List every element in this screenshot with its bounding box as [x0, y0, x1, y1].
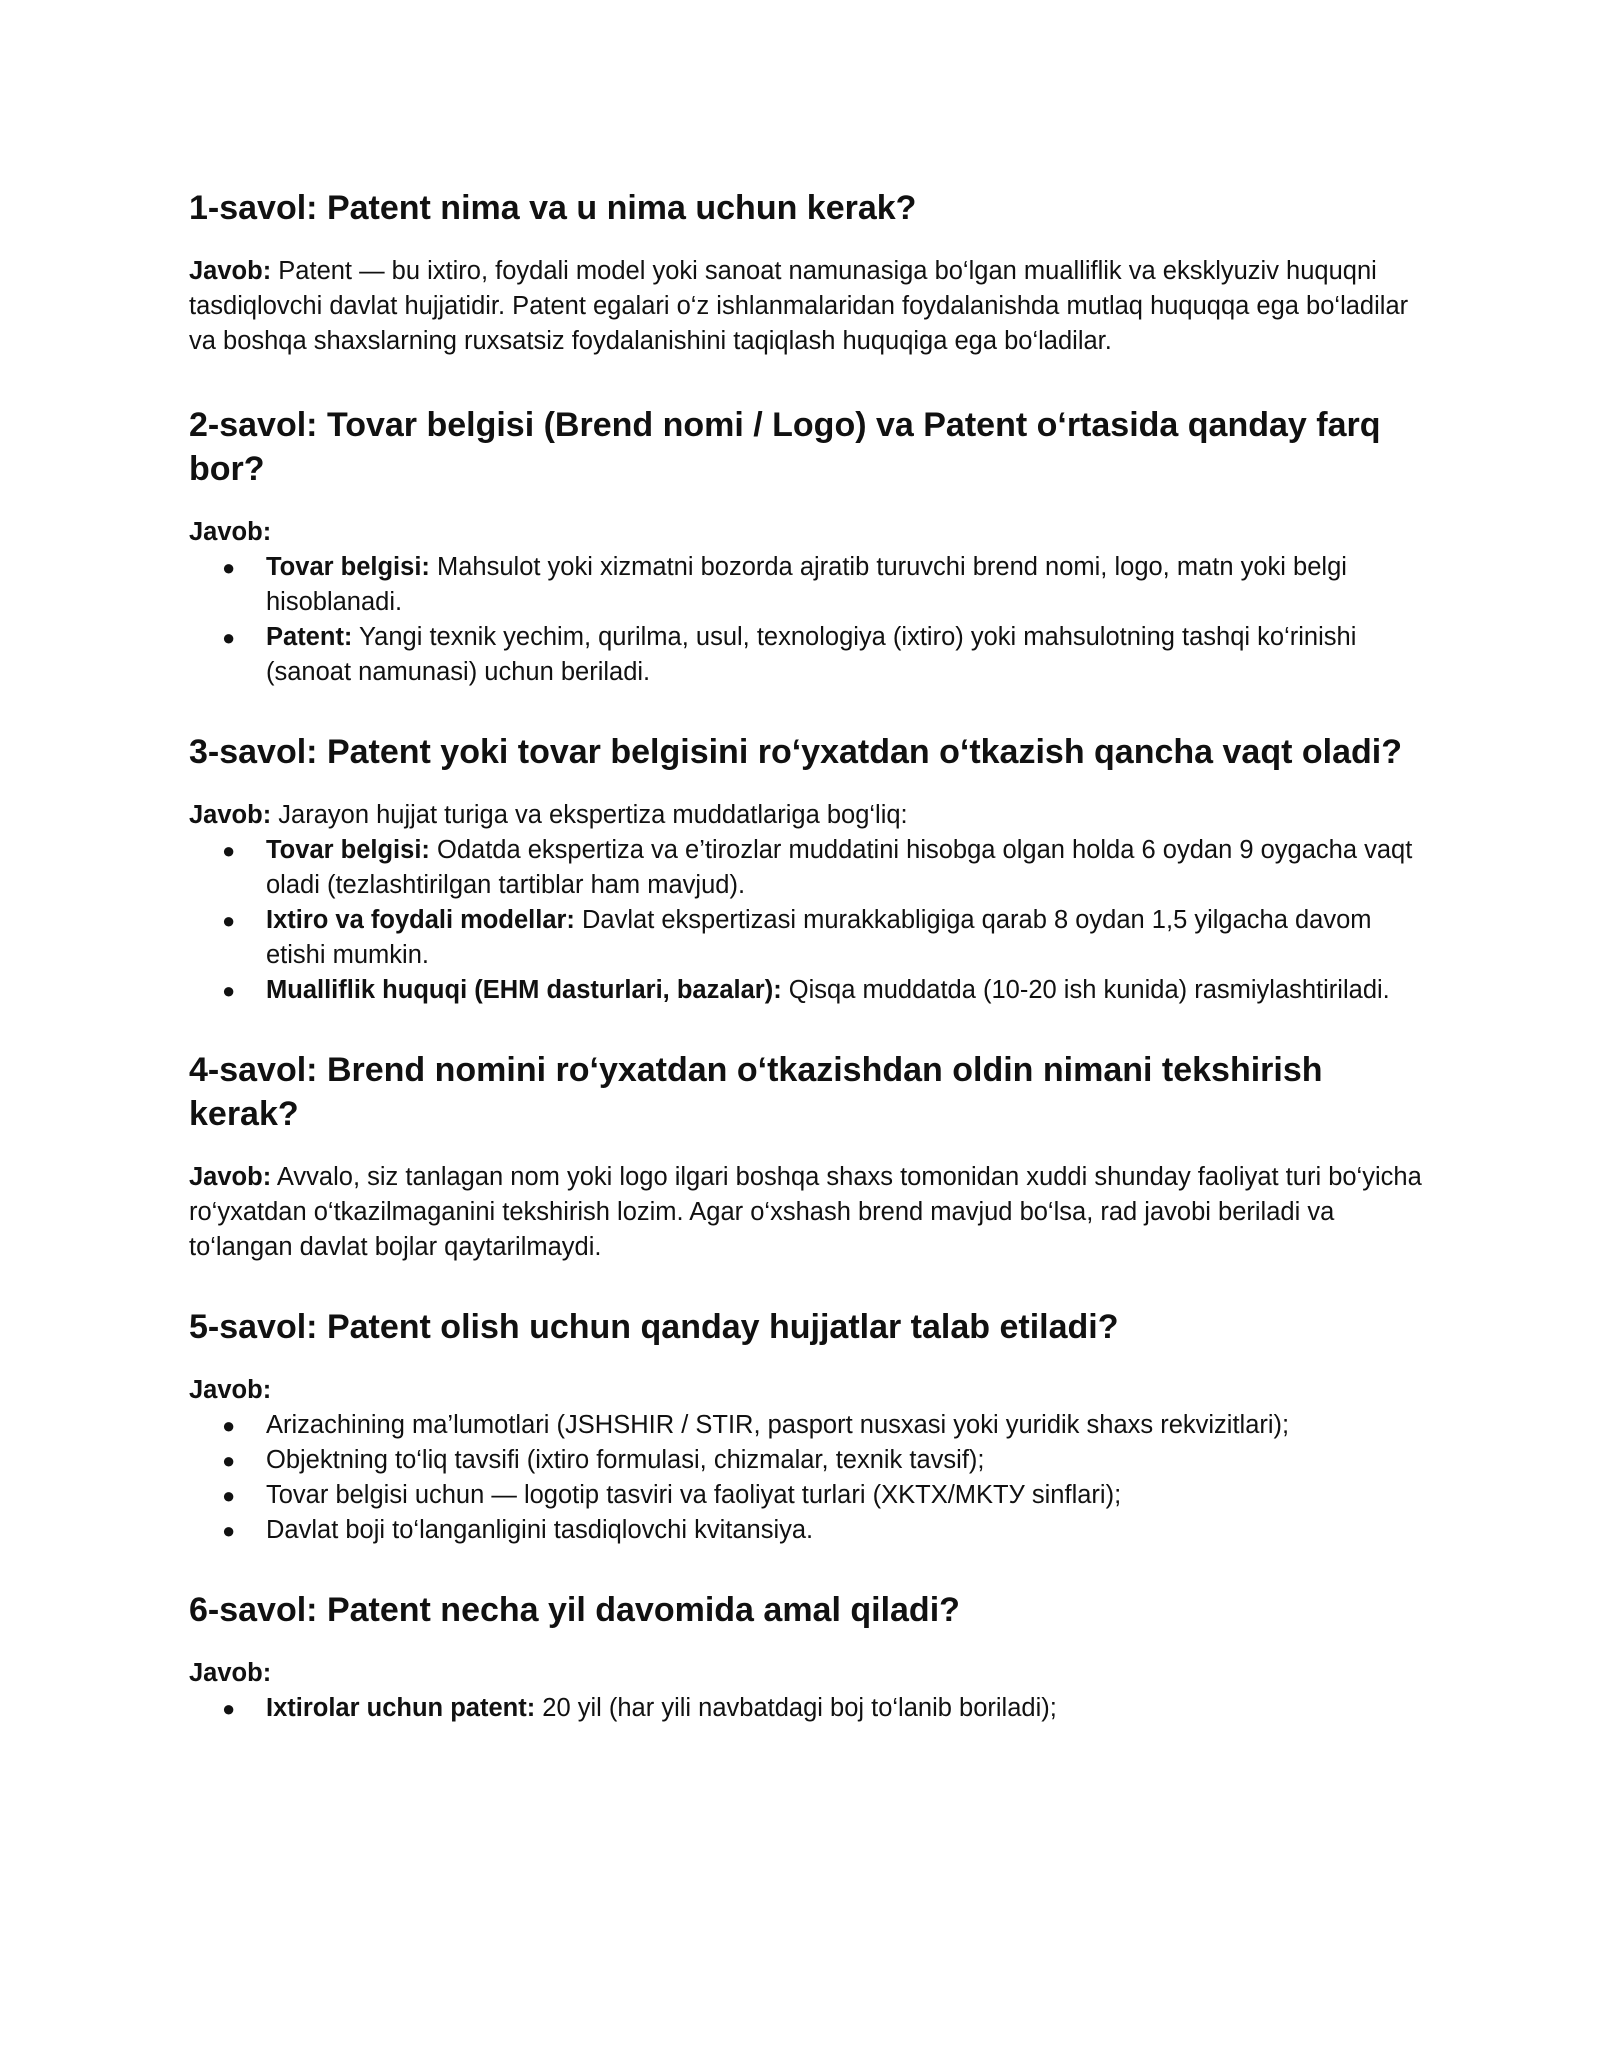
answer-label: Javob: [189, 257, 272, 285]
list-item-text: Arizachining ma’lumotlari (JSHSHIR / STIR, pasport nusxasi yoki yuridik shaxs rekvizitlari); [266, 1411, 1290, 1439]
answer-text: Patent — bu ixtiro, foydali model yoki sanoat namunasiga bo‘lgan mualliflik va eksklyuziv huquqni tasdiqlovchi davlat hujjatidir. Patent egalari o‘z ishlanmalaridan foydalanishda mutlaq huquqqa ega bo‘ladilar va boshqa shaxslarning ruxsatsiz foydalanishini taqiqlash huquqiga ega bo‘ladilar. [189, 257, 1409, 355]
list-item-text: 20 yil (har yili navbatdagi boj to‘lanib boriladi); [535, 1694, 1057, 1722]
list-item-term: Ixtiro va foydali modellar: [266, 906, 575, 934]
bullet-icon: ● [222, 1483, 236, 1508]
list-item [189, 833, 1429, 903]
list-item-text: Yangi texnik yechim, qurilma, usul, texnologiya (ixtiro) yoki mahsulotning tashqi ko‘rinishi (sanoat namunasi) uchun beriladi. [266, 623, 1357, 686]
question-title: 1-savol: Patent nima va u nima uchun kerak? [189, 189, 917, 227]
answer-list [189, 1408, 1429, 1548]
bullet-icon: ● [222, 1448, 236, 1473]
list-item [189, 1513, 1429, 1548]
bullet-icon: ● [222, 1518, 236, 1543]
list-item [189, 973, 1429, 1008]
answer-paragraph [189, 1656, 1429, 1691]
list-item-text: Mahsulot yoki xizmatni bozorda ajratib turuvchi brend nomi, logo, matn yoki belgi hisoblanadi. [266, 553, 1347, 616]
list-item-term: Mualliflik huquqi (EHM dasturlari, bazalar): [266, 976, 782, 1004]
list-item [189, 1478, 1429, 1513]
bullet-icon: ● [222, 1696, 236, 1721]
answer-paragraph [189, 798, 1429, 833]
list-item [189, 1691, 1429, 1726]
list-item-text: Davlat ekspertizasi murakkabligiga qarab 8 oydan 1,5 yilgacha davom etishi mumkin. [266, 906, 1372, 969]
bullet-icon: ● [222, 1413, 236, 1438]
question-4 [189, 1048, 1429, 1265]
list-item-term: Tovar belgisi: [266, 553, 430, 581]
bullet-icon: ● [222, 908, 236, 933]
answer-list [189, 550, 1429, 690]
answer-text: Avvalo, siz tanlagan nom yoki logo ilgari boshqa shaxs tomonidan xuddi shunday faoliyat turi bo‘yicha ro‘yxatdan o‘tkazilmaganini tekshirish lozim. Agar o‘xshash brend mavjud bo‘lsa, rad javobi beriladi va to‘langan davlat bojlar qaytarilmaydi. [189, 1163, 1422, 1261]
answer-label: Javob: [189, 1659, 272, 1687]
answer-label: Javob: [189, 518, 272, 546]
question-title: 4-savol: Brend nomini ro‘yxatdan o‘tkazishdan oldin nimani tekshirish kerak? [189, 1051, 1323, 1133]
document-page [189, 186, 1429, 1726]
list-item-text: Objektning to‘liq tavsifi (ixtiro formulasi, chizmalar, texnik tavsif); [266, 1446, 985, 1474]
list-item [189, 620, 1429, 690]
answer-label: Javob: [189, 801, 272, 829]
question-2 [189, 403, 1429, 690]
answer-paragraph [189, 1160, 1429, 1265]
question-6 [189, 1588, 1429, 1726]
bullet-icon: ● [222, 838, 236, 863]
answer-paragraph [189, 515, 1429, 550]
answer-label: Javob: [189, 1376, 272, 1404]
list-item-term: Patent: [266, 623, 353, 651]
list-item-term: Ixtirolar uchun patent: [266, 1694, 536, 1722]
question-title: 2-savol: Tovar belgisi (Brend nomi / Logo) va Patent o‘rtasida qanday farq bor? [189, 406, 1381, 488]
question-1 [189, 186, 1429, 359]
list-item [189, 550, 1429, 620]
question-3 [189, 730, 1429, 1008]
list-item-text: Odatda ekspertiza va e’tirozlar muddatini hisobga olgan holda 6 oydan 9 oygacha vaqt oladi (tezlashtirilgan tartiblar ham mavjud). [266, 836, 1413, 899]
list-item-text: Qisqa muddatda (10-20 ish kunida) rasmiylashtiriladi. [781, 976, 1390, 1004]
list-item-text: Tovar belgisi uchun — logotip tasviri va faoliyat turlari (XKTX/MKTУ sinflari); [266, 1481, 1122, 1509]
bullet-icon: ● [222, 555, 236, 580]
list-item-text: Davlat boji to‘langanligini tasdiqlovchi kvitansiya. [266, 1516, 814, 1544]
question-5 [189, 1305, 1429, 1548]
answer-list [189, 1691, 1429, 1726]
answer-list [189, 833, 1429, 1008]
answer-paragraph [189, 254, 1429, 359]
list-item [189, 903, 1429, 973]
list-item [189, 1408, 1429, 1443]
list-item [189, 1443, 1429, 1478]
answer-label: Javob: [189, 1163, 272, 1191]
bullet-icon: ● [222, 625, 236, 650]
bullet-icon: ● [222, 978, 236, 1003]
list-item-term: Tovar belgisi: [266, 836, 430, 864]
answer-text: Jarayon hujjat turiga va ekspertiza muddatlariga bog‘liq: [271, 801, 908, 829]
question-title: 6-savol: Patent necha yil davomida amal qiladi? [189, 1591, 960, 1629]
question-title: 5-savol: Patent olish uchun qanday hujjatlar talab etiladi? [189, 1308, 1119, 1346]
answer-paragraph [189, 1373, 1429, 1408]
question-title: 3-savol: Patent yoki tovar belgisini ro‘yxatdan o‘tkazish qancha vaqt oladi? [189, 733, 1402, 771]
